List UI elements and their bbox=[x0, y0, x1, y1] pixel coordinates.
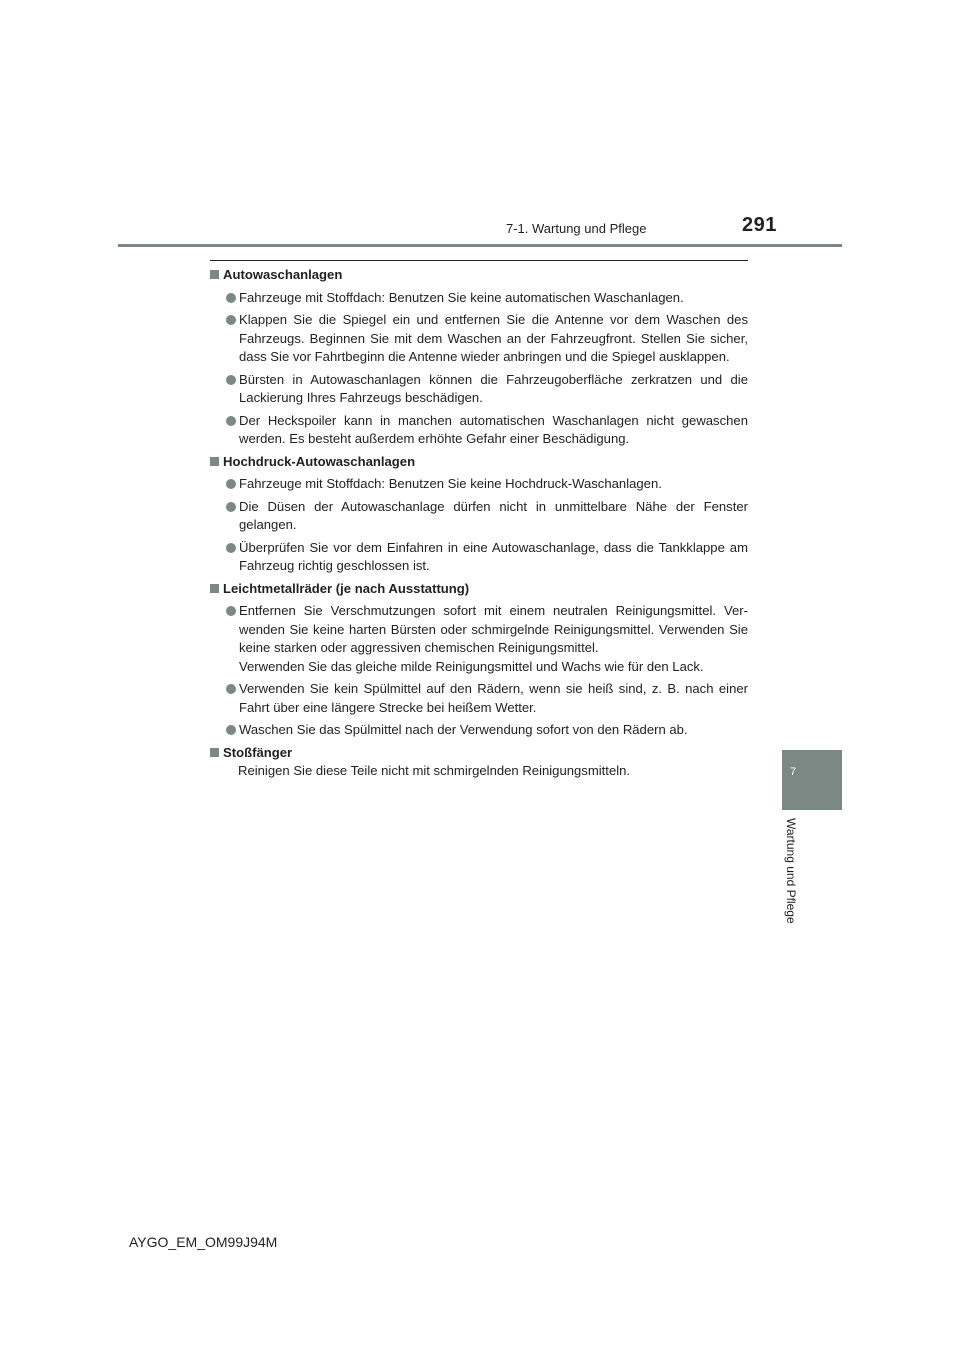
list-item: Die Düsen der Autowaschanlage dürfen nicht in unmittelbare Nähe der Fenster gelangen. bbox=[226, 498, 748, 535]
square-bullet-icon bbox=[210, 457, 219, 466]
section-text: Reinigen Sie diese Teile nicht mit schmirgelnden Reinigungsmitteln. bbox=[238, 763, 631, 778]
square-bullet-icon bbox=[210, 748, 219, 757]
circle-bullet-icon bbox=[226, 293, 236, 303]
circle-bullet-icon bbox=[226, 416, 236, 426]
chapter-tab bbox=[782, 750, 842, 810]
section-autowaschanlagen bbox=[210, 266, 748, 449]
list-item: Klappen Sie die Spiegel ein und entfernen Sie die Antenne vor dem Waschen des Fahrzeugs. Beginnen Sie mit dem Waschen an der Fahrzeugfront. Stellen Sie sicher, dass Sie vor Fahrtbeginn die Antenne wieder anbringen und die Spiegel ausklappen. bbox=[226, 311, 748, 367]
list-item: Fahrzeuge mit Stoffdach: Benutzen Sie keine Hochdruck-Waschanlagen. bbox=[226, 475, 748, 494]
list-item: Verwenden Sie kein Spülmittel auf den Rädern, wenn sie heiß sind, z. B. nach einer Fahrt über eine längere Strecke bei heißem Wetter. bbox=[226, 680, 748, 717]
circle-bullet-icon bbox=[226, 684, 236, 694]
section-hochdruck-autowaschanlagen bbox=[210, 453, 748, 576]
list-item: Bürsten in Autowaschanlagen können die Fahrzeugoberfläche zerkratzen und die Lackierung Ihres Fahrzeugs beschädigen. bbox=[226, 371, 748, 408]
header-rule bbox=[118, 244, 842, 247]
section-stossfaenger bbox=[210, 744, 748, 781]
list-item: Fahrzeuge mit Stoffdach: Benutzen Sie keine automatischen Waschanlagen. bbox=[226, 289, 748, 308]
section-leichtmetallraeder bbox=[210, 580, 748, 740]
circle-bullet-icon bbox=[226, 315, 236, 325]
square-bullet-icon bbox=[210, 270, 219, 279]
section-title: Leichtmetallräder (je nach Ausstattung) bbox=[223, 580, 470, 596]
chapter-tab-label: Wartung und Pflege bbox=[784, 818, 798, 924]
list-item: Entfernen Sie Verschmutzungen sofort mit einem neutralen Reinigungsmittel. Ver-wenden Sie keine harten Bürsten oder schmirgelnde Reinigungsmittel. Verwenden Sie keine starken oder aggressiven chemischen Reinigungsmittel. Verwenden Sie das gleiche milde Reinigungsmittel und Wachs wie für den Lack. bbox=[226, 602, 748, 676]
square-bullet-icon bbox=[210, 584, 219, 593]
list-item: Überprüfen Sie vor dem Einfahren in eine Autowaschanlage, dass die Tankklappe am Fahrzeug richtig geschlossen ist. bbox=[226, 539, 748, 576]
chapter-tab-number: 7 bbox=[790, 766, 797, 778]
section-title: Autowaschanlagen bbox=[223, 267, 343, 282]
page-number: 291 bbox=[742, 214, 777, 236]
circle-bullet-icon bbox=[226, 479, 236, 489]
circle-bullet-icon bbox=[226, 543, 236, 553]
list-item: Waschen Sie das Spülmittel nach der Verwendung sofort von den Rädern ab. bbox=[226, 721, 748, 740]
circle-bullet-icon bbox=[226, 502, 236, 512]
page-content bbox=[210, 266, 748, 781]
section-title: Hochdruck-Autowaschanlagen bbox=[223, 453, 416, 469]
list-item: Der Heckspoiler kann in manchen automatischen Waschanlagen nicht gewaschen werden. Es besteht außerdem erhöhte Gefahr einer Beschädigung. bbox=[226, 412, 748, 449]
content-rule bbox=[210, 260, 748, 261]
circle-bullet-icon bbox=[226, 725, 236, 735]
document-code: AYGO_EM_OM99J94M bbox=[129, 1234, 278, 1250]
section-title: Stoßfänger bbox=[223, 744, 293, 760]
circle-bullet-icon bbox=[226, 375, 236, 385]
circle-bullet-icon bbox=[226, 606, 236, 616]
chapter-heading: 7-1. Wartung und Pflege bbox=[506, 221, 647, 236]
